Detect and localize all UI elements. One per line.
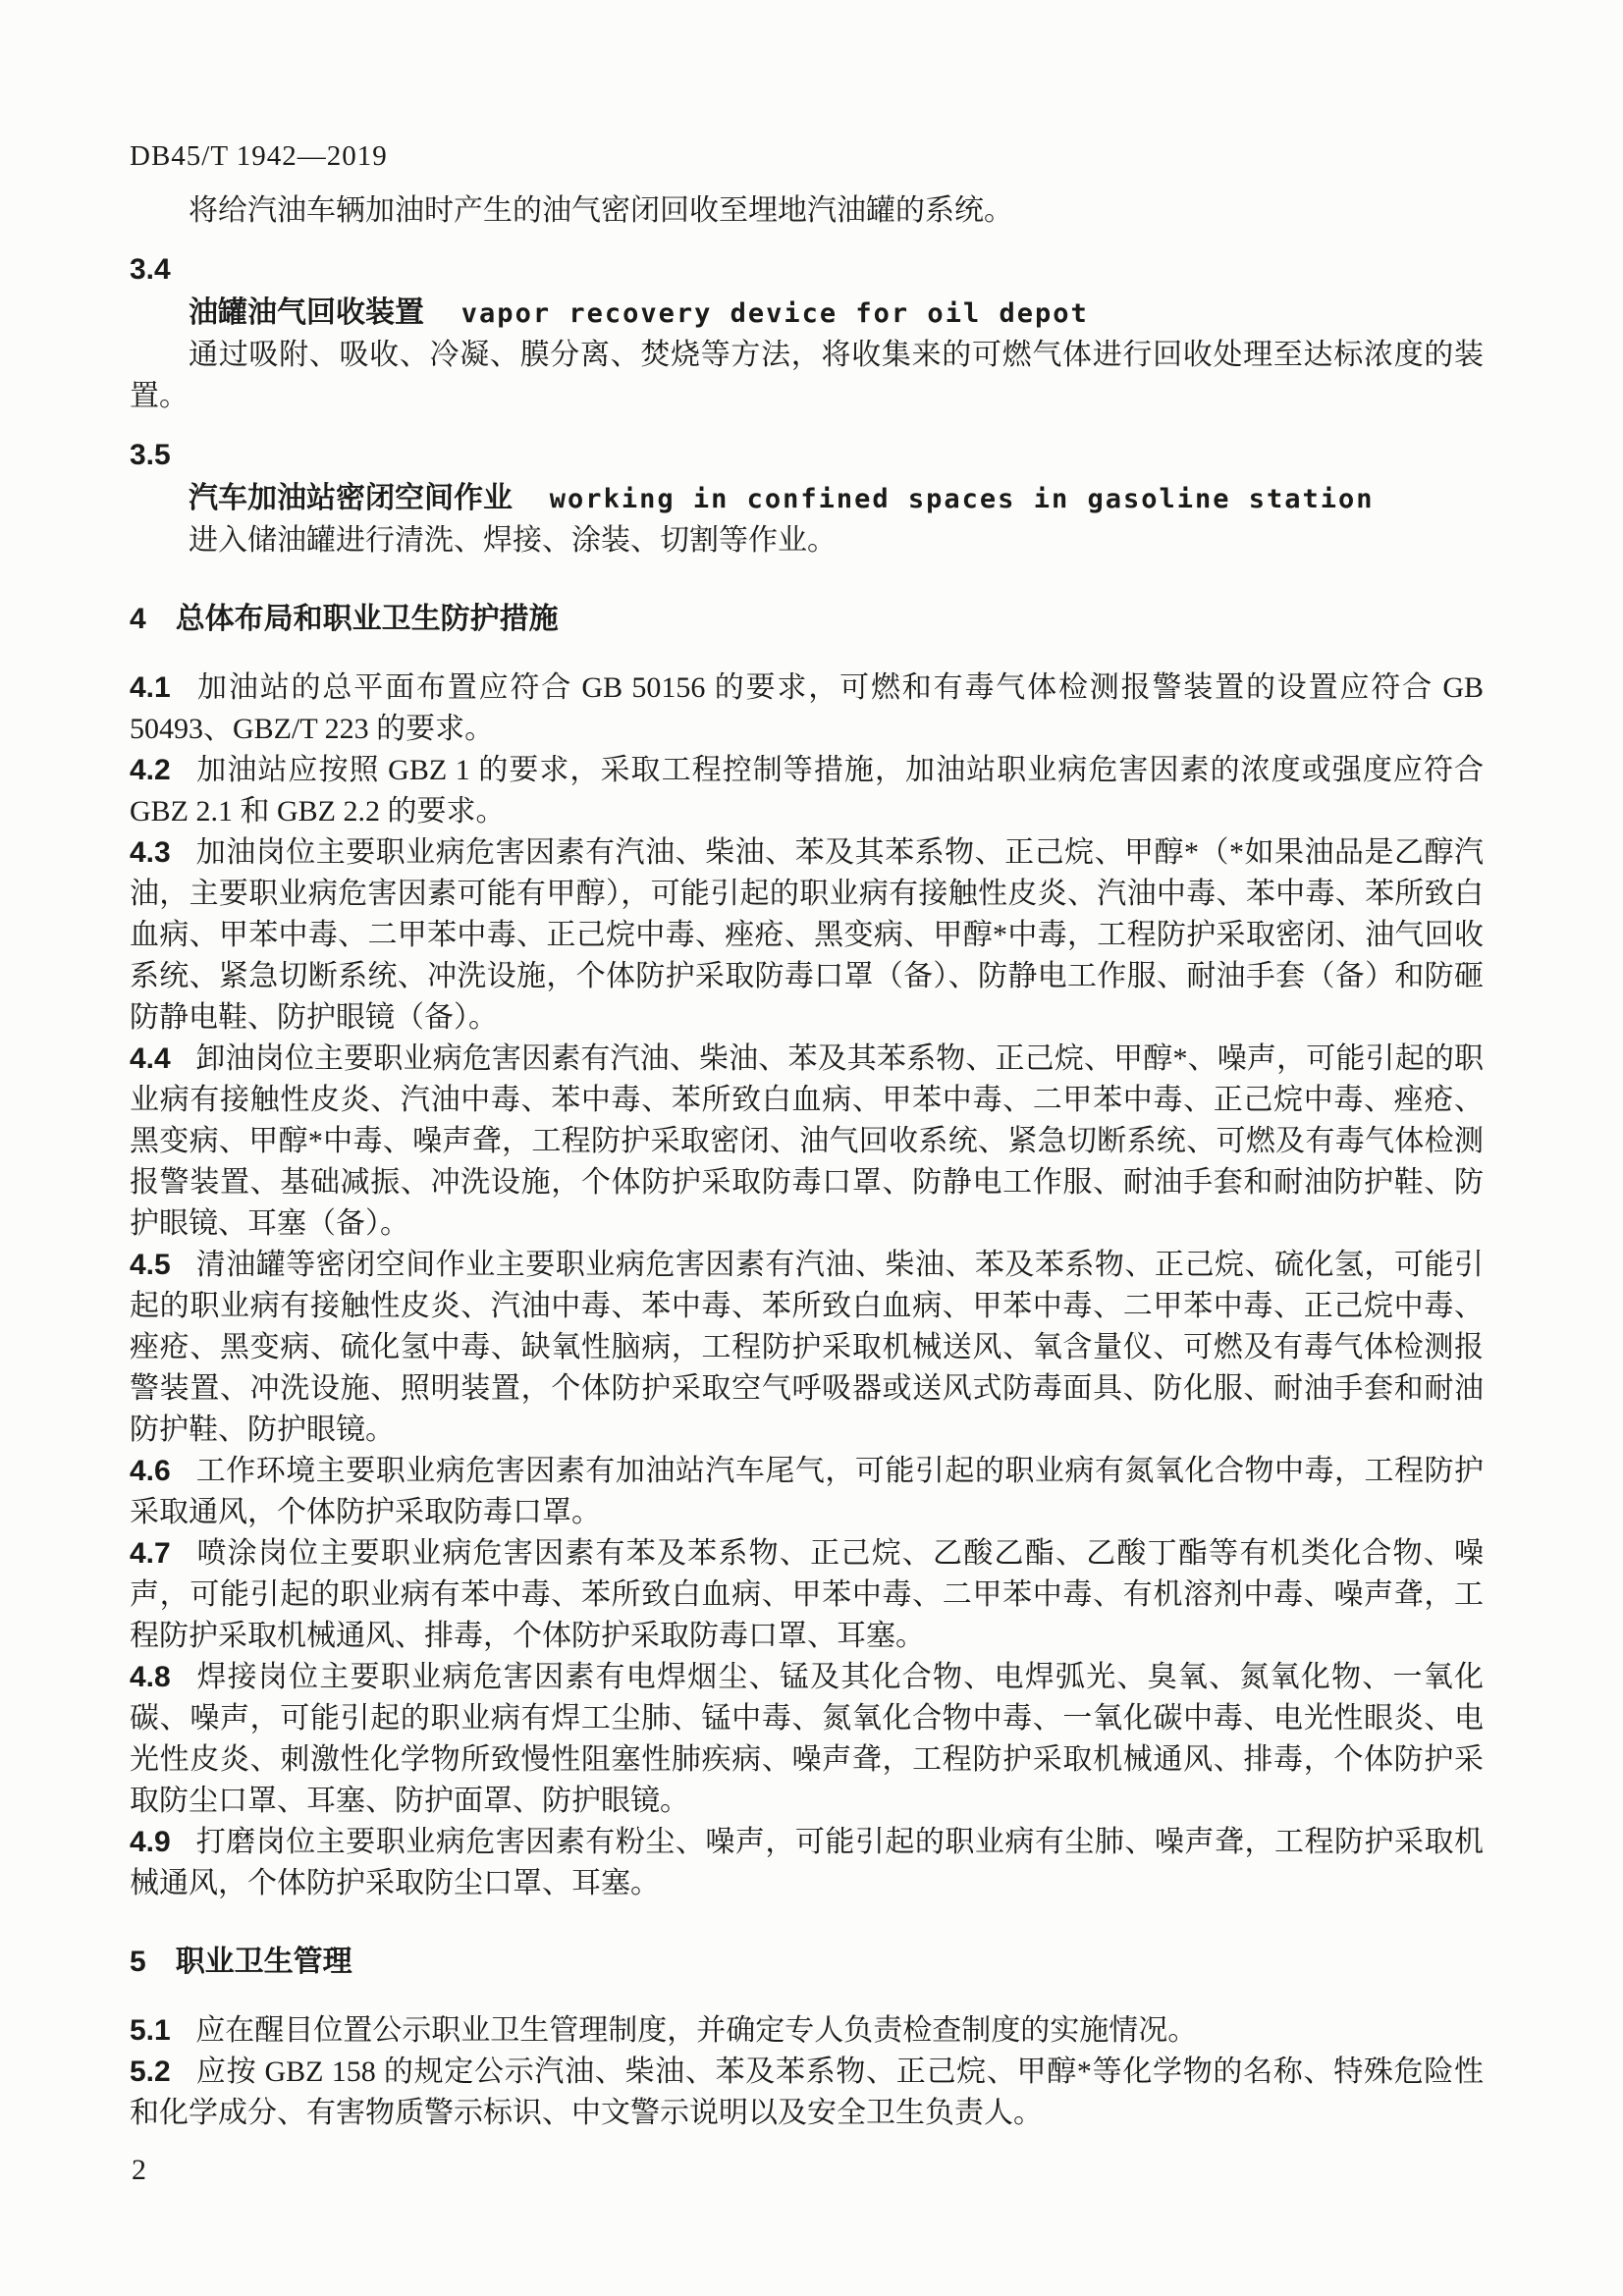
clause-text: 加油站的总平面布置应符合 GB 50156 的要求，可燃和有毒气体检测报警装置的设置应符合 GB 50493、GBZ/T 223 的要求。 bbox=[130, 671, 1484, 745]
clause-number: 4.2 bbox=[130, 754, 171, 786]
clause-4-1 bbox=[130, 667, 1484, 750]
clause-number: 5.1 bbox=[130, 2014, 171, 2047]
section-title: 职业卫生管理 bbox=[175, 1946, 352, 1978]
section-title: 总体布局和职业卫生防护措施 bbox=[175, 603, 559, 635]
clause-number: 4.6 bbox=[130, 1455, 171, 1487]
clause-4-6 bbox=[130, 1451, 1484, 1533]
clause-number: 4.4 bbox=[130, 1042, 171, 1075]
clause-4-3 bbox=[130, 832, 1484, 1039]
clause-4-4 bbox=[130, 1039, 1484, 1245]
clause-number: 4.3 bbox=[130, 836, 171, 869]
clause-text: 加油站应按照 GBZ 1 的要求，采取工程控制等措施，加油站职业病危害因素的浓度或强度应符合 GBZ 2.1 和 GBZ 2.2 的要求。 bbox=[130, 754, 1484, 828]
clause-text: 打磨岗位主要职业病危害因素有粉尘、噪声，可能引起的职业病有尘肺、噪声聋，工程防护采取机械通风，个体防护采取防尘口罩、耳塞。 bbox=[130, 1826, 1484, 1899]
clause-number: 4.7 bbox=[130, 1537, 171, 1570]
term-english-label: working in confined spaces in gasoline station bbox=[549, 484, 1375, 514]
section-heading-5 bbox=[130, 1942, 1484, 1983]
clause-text: 卸油岗位主要职业病危害因素有汽油、柴油、苯及其苯系物、正己烷、甲醇*、噪声，可能引起的职业病有接触性皮炎、汽油中毒、苯中毒、苯所致白血病、甲苯中毒、二甲苯中毒、正己烷中毒、痤疮、黑变病、甲醇*中毒、噪声聋，工程防护采取密闭、油气回收系统、紧急切断系统、可燃及有毒气体检测报警装置、基础减振、冲洗设施，个体防护采取防毒口罩、防静电工作服、耐油手套和耐油防护鞋、防护眼镜、耳塞（备）。 bbox=[130, 1042, 1484, 1240]
term-definition-3-4: 通过吸附、吸收、冷凝、膜分离、焚烧等方法，将收集来的可燃气体进行回收处理至达标浓度的装置。 bbox=[130, 339, 1484, 412]
clause-4-7 bbox=[130, 1533, 1484, 1657]
clause-text: 应按 GBZ 158 的规定公示汽油、柴油、苯及苯系物、正己烷、甲醇*等化学物的名称、特殊危险性和化学成分、有害物质警示标识、中文警示说明以及安全卫生负责人。 bbox=[130, 2056, 1484, 2129]
clause-number: 5.2 bbox=[130, 2056, 171, 2088]
term-english-label: vapor recovery device for oil depot bbox=[460, 298, 1089, 329]
document-code: DB45/T 1942—2019 bbox=[130, 140, 388, 172]
term-number-3-4: 3.4 bbox=[130, 253, 171, 286]
clause-4-2 bbox=[130, 750, 1484, 832]
clause-5-1 bbox=[130, 2010, 1484, 2052]
clause-4-5 bbox=[130, 1245, 1484, 1451]
clause-text: 清油罐等密闭空间作业主要职业病危害因素有汽油、柴油、苯及苯系物、正己烷、硫化氢，可能引起的职业病有接触性皮炎、汽油中毒、苯中毒、苯所致白血病、甲苯中毒、二甲苯中毒、正己烷中毒、痤疮、黑变病、硫化氢中毒、缺氧性脑病，工程防护采取机械送风、氧含量仪、可燃及有毒气体检测报警装置、冲洗设施、照明装置，个体防护采取空气呼吸器或送风式防毒面具、防化服、耐油手套和耐油防护鞋、防护眼镜。 bbox=[130, 1249, 1484, 1446]
clause-text: 喷涂岗位主要职业病危害因素有苯及苯系物、正己烷、乙酸乙酯、乙酸丁酯等有机类化合物、噪声，可能引起的职业病有苯中毒、苯所致白血病、甲苯中毒、二甲苯中毒、有机溶剂中毒、噪声聋，工程防护采取机械通风、排毒，个体防护采取防毒口罩、耳塞。 bbox=[130, 1537, 1484, 1652]
clause-number: 4.5 bbox=[130, 1249, 171, 1281]
term-definition-3-5: 进入储油罐进行清洗、焊接、涂装、切割等作业。 bbox=[189, 524, 837, 557]
clause-text: 加油岗位主要职业病危害因素有汽油、柴油、苯及其苯系物、正己烷、甲醇*（*如果油品是乙醇汽油，主要职业病危害因素可能有甲醇），可能引起的职业病有接触性皮炎、汽油中毒、苯中毒、苯所致白血病、甲苯中毒、二甲苯中毒、正己烷中毒、痤疮、黑变病、甲醇*中毒，工程防护采取密闭、油气回收系统、紧急切断系统、冲洗设施，个体防护采取防毒口罩（备）、防静电工作服、耐油手套（备）和防砸防静电鞋、防护眼镜（备）。 bbox=[130, 836, 1484, 1034]
term-title-3-5 bbox=[130, 478, 1484, 520]
page-number: 2 bbox=[132, 2154, 146, 2186]
clause-text: 工作环境主要职业病危害因素有加油站汽车尾气，可能引起的职业病有氮氧化合物中毒，工程防护采取通风，个体防护采取防毒口罩。 bbox=[130, 1455, 1484, 1528]
clause-5-2 bbox=[130, 2052, 1484, 2134]
term-chinese-label: 汽车加油站密闭空间作业 bbox=[189, 482, 513, 514]
clause-text: 应在醒目位置公示职业卫生管理制度，并确定专人负责检查制度的实施情况。 bbox=[195, 2014, 1198, 2047]
intro-definition-paragraph: 将给汽油车辆加油时产生的油气密闭回收至埋地汽油罐的系统。 bbox=[189, 194, 1013, 227]
clause-4-8 bbox=[130, 1657, 1484, 1822]
section-number: 5 bbox=[130, 1946, 146, 1978]
clause-text: 焊接岗位主要职业病危害因素有电焊烟尘、锰及其化合物、电焊弧光、臭氧、氮氧化物、一氧化碳、噪声，可能引起的职业病有焊工尘肺、锰中毒、氮氧化合物中毒、一氧化碳中毒、电光性眼炎、电光性皮炎、刺激性化学物所致慢性阻塞性肺疾病、噪声聋，工程防护采取机械通风、排毒，个体防护采取防尘口罩、耳塞、防护面罩、防护眼镜。 bbox=[130, 1661, 1484, 1817]
section-number: 4 bbox=[130, 603, 146, 635]
clause-number: 4.9 bbox=[130, 1826, 171, 1858]
clause-4-9 bbox=[130, 1822, 1484, 1904]
clause-number: 4.1 bbox=[130, 671, 171, 704]
term-title-3-4 bbox=[130, 293, 1484, 335]
section-heading-4 bbox=[130, 599, 1484, 640]
clause-number: 4.8 bbox=[130, 1661, 171, 1693]
term-number-3-5: 3.5 bbox=[130, 439, 171, 471]
term-chinese-label: 油罐油气回收装置 bbox=[189, 296, 424, 329]
